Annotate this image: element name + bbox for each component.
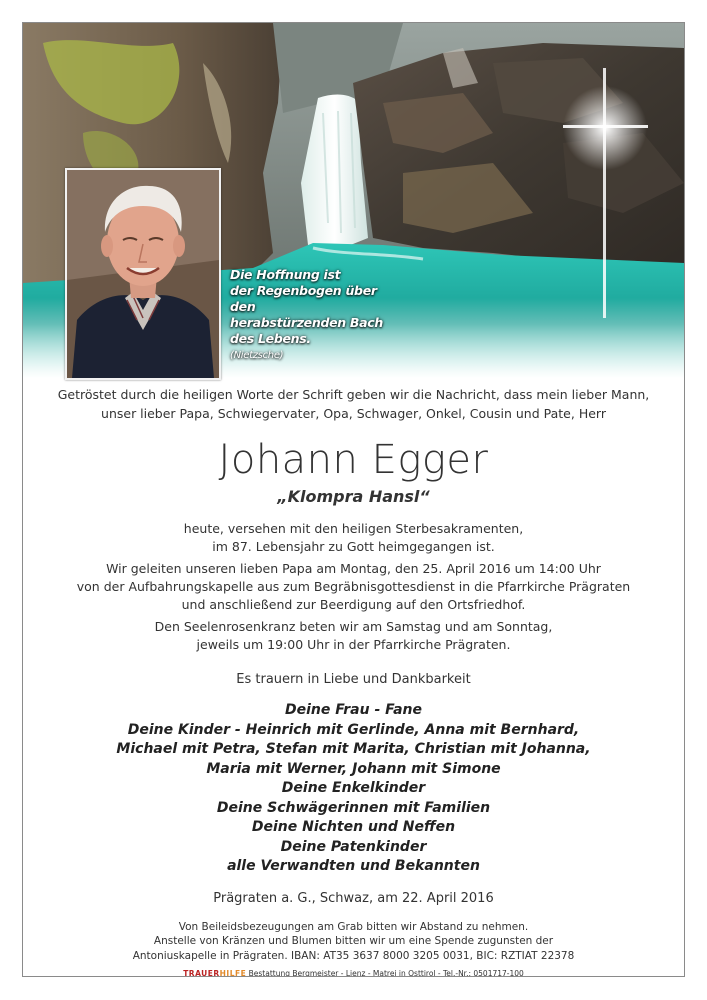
paragraph-line: im 87. Lebensjahr zu Gott heimgegangen ist.	[212, 539, 495, 554]
brand-logo-part2: HILFE	[219, 969, 247, 977]
brand-logo-part1: TRAUER	[183, 969, 220, 977]
footer-text: Bestattung Bergmeister - Lienz - Matrei in Osttirol - Tel.-Nr.: 0501717-100	[246, 969, 524, 977]
paragraph-line: heute, versehen mit den heiligen Sterbesakramenten,	[183, 521, 524, 536]
family-line: Deine Schwägerinnen mit Familien	[216, 799, 491, 816]
portrait-image	[67, 170, 219, 378]
family-line: Deine Nichten und Neffen	[251, 819, 456, 835]
quote-line: der Regenbogen über den	[230, 283, 377, 314]
quote-source: (Nietzsche)	[230, 350, 284, 361]
family-line: Deine Patenkinder	[280, 838, 427, 855]
family-line: Michael mit Petra, Stefan mit Marita, Christian mit Johanna,	[116, 741, 591, 757]
paragraph-line: Wir geleiten unseren lieben Papa am Montag, den 25. April 2016 um 14:00 Uhr	[106, 561, 601, 576]
family-line: Deine Frau - Fane	[284, 702, 423, 718]
intro-line: unser lieber Papa, Schwiegervater, Opa, Schwager, Onkel, Cousin und Pate, Herr	[101, 406, 606, 421]
paragraph-line: und anschließend zur Beerdigung auf den Ortsfriedhof.	[181, 597, 526, 612]
quote-line: des Lebens.	[230, 331, 311, 346]
family-line: Maria mit Werner, Johann mit Simone	[206, 760, 501, 777]
paragraph-line: von der Aufbahrungskapelle aus zum Begräbnisgottesdienst in die Pfarrkirche Prägraten	[76, 579, 631, 594]
mourning-line: Es trauern in Liebe und Dankbarkeit	[236, 672, 471, 687]
intro-text	[39, 385, 669, 423]
quote-line: herabstürzenden Bach	[230, 315, 384, 330]
family-list	[23, 701, 684, 877]
place-date: Prägraten a. G., Schwaz, am 22. April 2016	[213, 890, 494, 906]
cross-icon	[603, 68, 606, 318]
note-line: Von Beileidsbezeugungen am Grab bitten wir Abstand zu nehmen.	[178, 920, 529, 933]
deceased-nickname: „Klompra Hansl“	[277, 487, 430, 506]
funeral-home-footer	[23, 969, 684, 977]
obituary-text	[23, 385, 684, 977]
note-line: Anstelle von Kränzen und Blumen bitten wir um eine Spende zugunsten der	[153, 935, 554, 947]
family-line: Deine Enkelkinder	[281, 780, 426, 796]
quote-line: Die Hoffnung ist	[230, 267, 341, 282]
funeral-paragraph	[23, 560, 684, 614]
quote-block	[230, 267, 400, 364]
family-line: alle Verwandten und Bekannten	[227, 858, 480, 874]
deceased-name: Johann Egger	[218, 437, 489, 483]
portrait-photo	[65, 168, 221, 380]
intro-line: Getröstet durch die heiligen Worte der Schrift geben wir die Nachricht, dass mein lieber Mann,	[57, 387, 650, 402]
paragraph-line: jeweils um 19:00 Uhr in der Pfarrkirche Prägraten.	[196, 637, 511, 652]
donation-note	[23, 920, 684, 964]
rosary-paragraph	[23, 618, 684, 654]
death-notice-paragraph	[23, 520, 684, 556]
family-line: Deine Kinder - Heinrich mit Gerlinde, Anna mit Bernhard,	[127, 721, 580, 738]
paragraph-line: Den Seelenrosenkranz beten wir am Samstag und am Sonntag,	[154, 619, 553, 634]
note-line: Antoniuskapelle in Prägraten. IBAN: AT35 3637 8000 3205 0031, BIC: RZTIAT 22378	[132, 949, 575, 962]
obituary-card	[22, 22, 685, 977]
